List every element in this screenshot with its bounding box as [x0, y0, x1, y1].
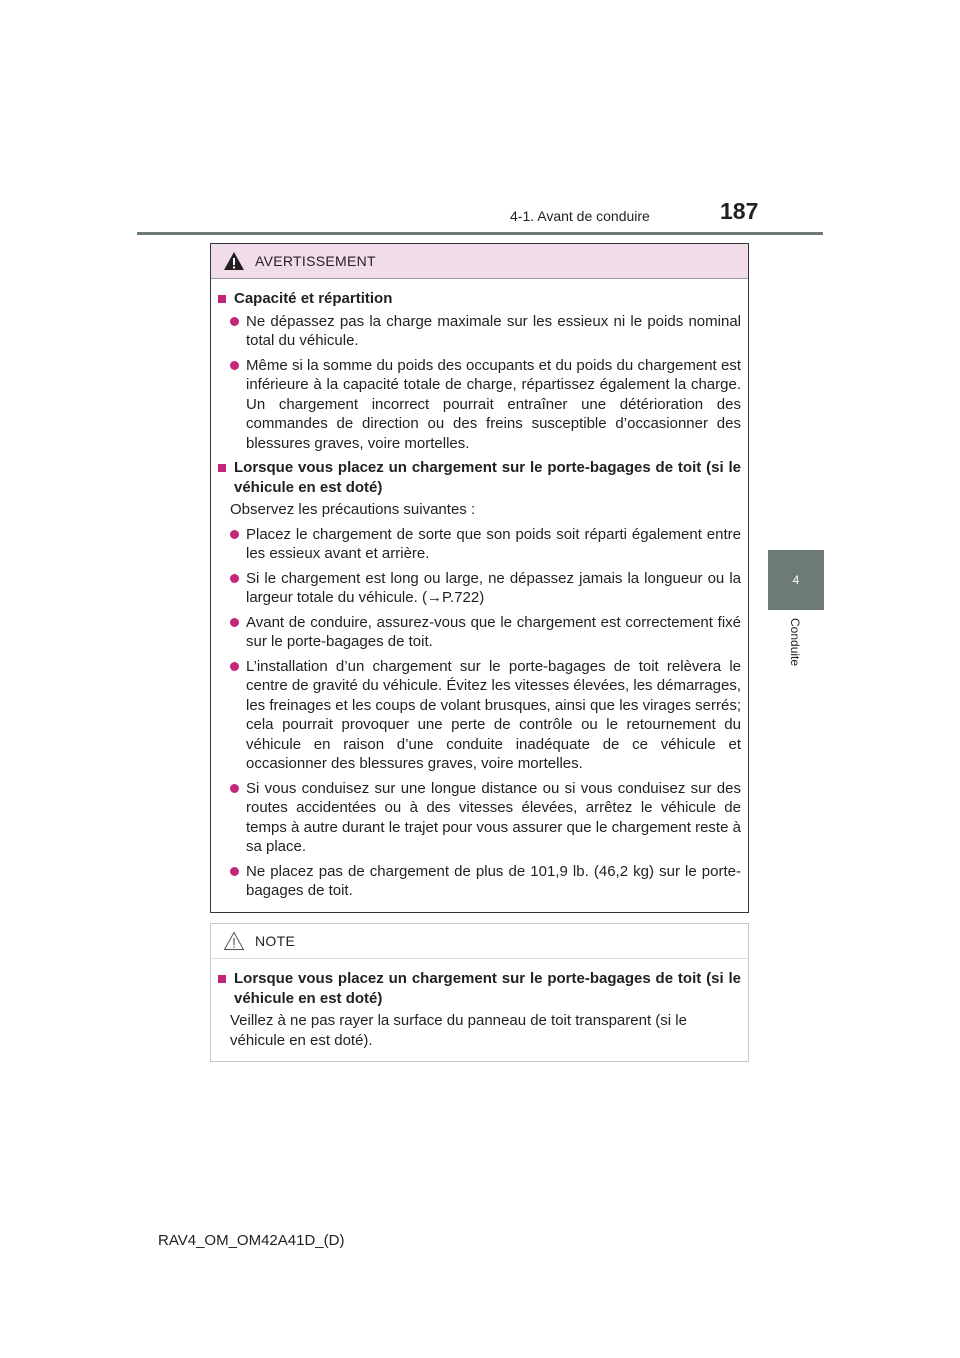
list-item: Ne placez pas de chargement de plus de 101,9 lb. (46,2 kg) sur le porte-bagages de toit. [218, 862, 741, 901]
round-bullet-icon [218, 312, 246, 351]
round-bullet-icon [218, 779, 246, 857]
warning-header [211, 244, 748, 279]
square-bullet-icon [218, 295, 230, 303]
round-bullet-icon [218, 356, 246, 454]
chapter-number: 4 [792, 573, 800, 587]
square-bullet-icon [218, 975, 230, 983]
chapter-label: Conduite [788, 618, 802, 667]
page-number: 187 [720, 198, 759, 224]
list-item: L’installation d’un chargement sur le porte-bagages de toit relèvera le centre de gravité du véhicule. Évitez les vitesses élevées, les démarrages, les freinages et les coups de volant brusques, ainsi que les virages serrés; cela pourrait provoquer une perte de contrôle ou le retournement du véhicule en raison d’une conduite inadéquate de ce véhicule et occasionner des blessures graves, voire mortelles. [218, 657, 741, 774]
list-item: Si le chargement est long ou large, ne dépassez jamais la longueur ou la largeur totale du véhicule. (→P.722) [218, 569, 741, 608]
section-title: 4-1. Avant de conduire [510, 208, 650, 224]
round-bullet-icon [218, 525, 246, 564]
chapter-tab [768, 550, 824, 610]
round-bullet-icon [218, 613, 246, 652]
round-bullet-icon [218, 569, 246, 608]
caution-triangle-icon [223, 931, 245, 951]
note-body [211, 959, 748, 1050]
section-heading: Lorsque vous placez un chargement sur le porte-bagages de toit (si le véhicule en est doté) [218, 458, 741, 497]
warning-box [210, 243, 749, 913]
note-header [211, 924, 748, 959]
round-bullet-icon [218, 657, 246, 774]
square-bullet-icon [218, 464, 230, 472]
list-item: Si vous conduisez sur une longue distance ou si vous conduisez sur des routes accidentées ou à des vitesses élevées, arrêtez le véhicule de temps à autre durant le trajet pour vous assurer que le chargement reste à sa place. [218, 779, 741, 857]
list-item: Avant de conduire, assurez-vous que le chargement est correctement fixé sur le porte-bagages de toit. [218, 613, 741, 652]
warning-triangle-icon [223, 251, 245, 271]
section-heading: Lorsque vous placez un chargement sur le porte-bagages de toit (si le véhicule en est doté) [218, 969, 741, 1008]
section-heading: Capacité et répartition [218, 289, 741, 309]
header-divider [137, 232, 823, 235]
note-box [210, 923, 749, 1062]
warning-body [211, 279, 748, 901]
document-code: RAV4_OM_OM42A41D_(D) [158, 1232, 345, 1249]
section-intro: Observez les précautions suivantes : [230, 501, 476, 518]
list-item: Même si la somme du poids des occupants et du poids du chargement est inférieure à la capacité totale de charge, répartissez également la charge. Un chargement incorrect pourrait entraîner une détérioration des commandes de direction ou des freins susceptible d’occasionner des blessures graves, voire mortelles. [218, 356, 741, 454]
warning-title: AVERTISSEMENT [255, 253, 376, 269]
round-bullet-icon [218, 862, 246, 901]
list-item: Ne dépassez pas la charge maximale sur les essieux ni le poids nominal total du véhicule. [218, 312, 741, 351]
note-text: Veillez à ne pas rayer la surface du panneau de toit transparent (si le véhicule en est doté). [230, 1012, 687, 1049]
note-title: NOTE [255, 933, 296, 949]
list-item: Placez le chargement de sorte que son poids soit réparti également entre les essieux avant et arrière. [218, 525, 741, 564]
